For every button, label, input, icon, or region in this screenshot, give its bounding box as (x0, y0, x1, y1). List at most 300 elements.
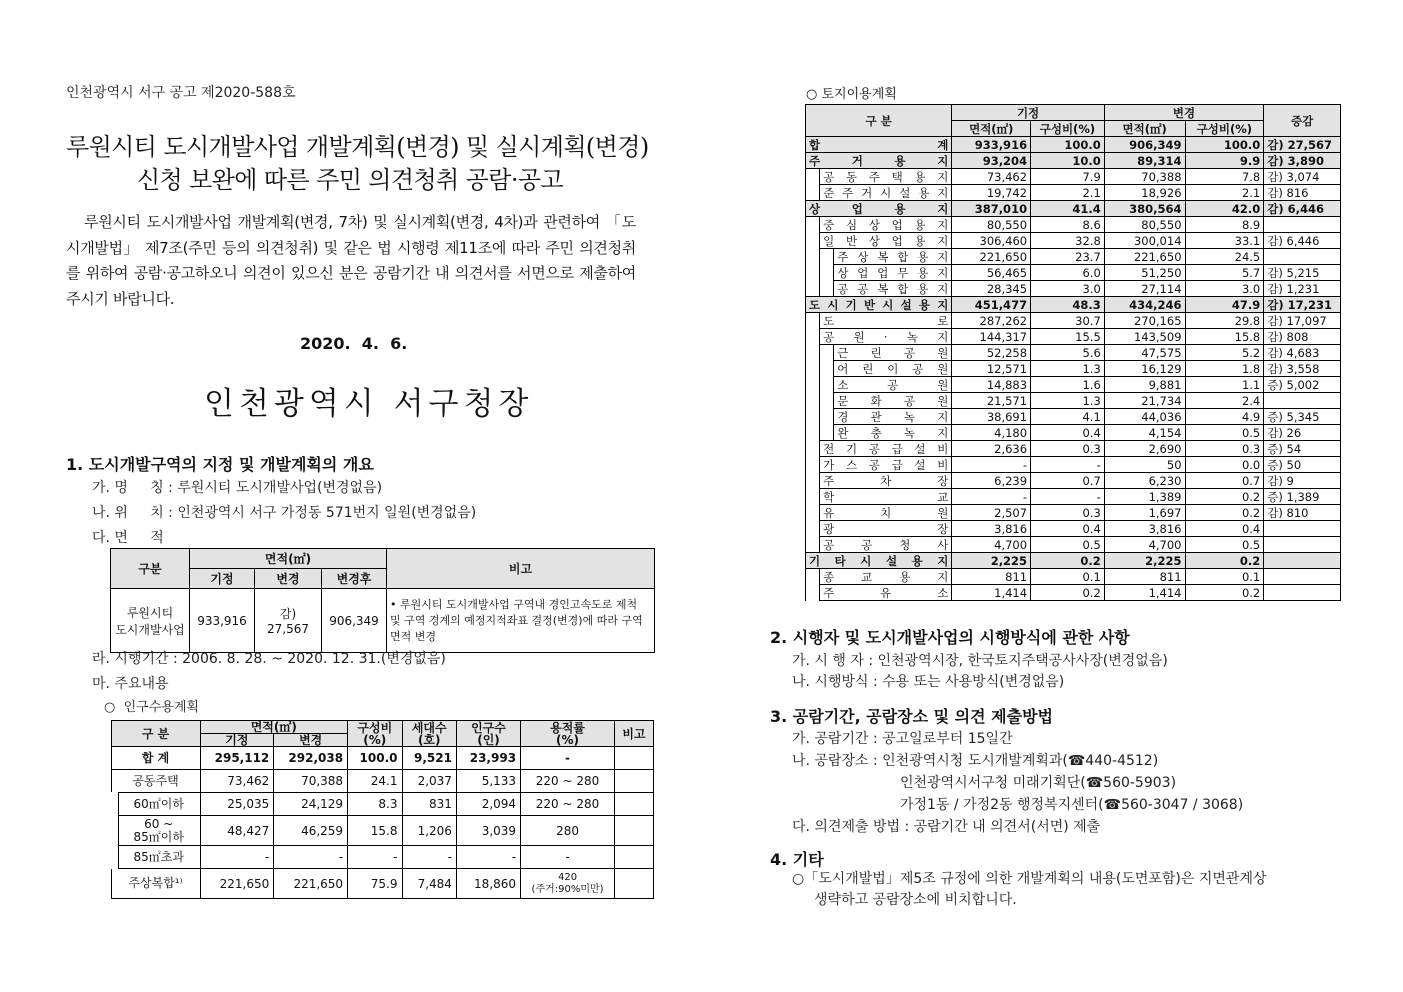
sec3-place-2: 인천광역시서구청 미래기획단(☎560-5903) (900, 775, 1177, 791)
land-cell-c: 1,389 (1104, 489, 1185, 505)
land-cell-b: 0.1 (1031, 569, 1105, 585)
land-cell-c: 47,575 (1104, 345, 1185, 361)
land-cell-name: 상 업 용 지 (806, 201, 952, 217)
pop-cell-households: - (402, 846, 456, 869)
land-cell-c: 9,881 (1104, 377, 1185, 393)
land-cell-a: 933,916 (952, 137, 1031, 153)
land-cell-e: 감) 6,446 (1264, 201, 1341, 217)
land-cell-e: 증) 1,389 (1264, 489, 1341, 505)
land-cell-c: 16,129 (1104, 361, 1185, 377)
sec3-period: 가. 공람기간 : 공고일로부터 15일간 (792, 731, 1013, 747)
land-row (806, 569, 1341, 585)
land-cell-b: 30.7 (1031, 313, 1105, 329)
land-cell-name: 준 주 거 시 설 용 지 (820, 185, 952, 201)
sec1-location: 나. 위 치 : 인천광역시 서구 가정동 571번지 일원(변경없음) (92, 505, 477, 521)
pop-cell-note (615, 869, 654, 899)
land-cell-a: - (952, 457, 1031, 473)
pop-cell-households: 2,037 (402, 770, 456, 793)
pop-cell-ratio: - (348, 846, 402, 869)
land-cell-b: 10.0 (1031, 153, 1105, 169)
land-cell-a: 3,816 (952, 521, 1031, 537)
land-cell-d: 47.9 (1185, 297, 1264, 313)
pop-cell-ratio: 8.3 (348, 793, 402, 816)
pop-cell-far: - (521, 747, 615, 770)
pop-cell-name: 주상복합¹⁾ (111, 869, 200, 899)
pop-cell-population: 23,993 (456, 747, 520, 770)
land-cell-d: 4.9 (1185, 409, 1264, 425)
land-cell-e (1264, 553, 1341, 569)
land-cell-b: 2.1 (1031, 185, 1105, 201)
land-cell-e: 감) 816 (1264, 185, 1341, 201)
land-cell-d: 0.0 (1185, 457, 1264, 473)
land-cell-name: 전 기 공 급 설 비 (820, 441, 952, 457)
land-row (806, 313, 1341, 329)
pop-cell-households: 1,206 (402, 816, 456, 846)
land-cell-c: 270,165 (1104, 313, 1185, 329)
pop-cell-after: 292,038 (274, 747, 348, 770)
land-cell-e: 증) 50 (1264, 457, 1341, 473)
land-indent (820, 393, 834, 409)
land-cell-a: 387,010 (952, 201, 1031, 217)
area-header-area: 면적(㎡) (190, 549, 387, 569)
land-cell-name: 주 유 소 (820, 585, 952, 601)
sec4-line-1: ○「도시개발법」제5조 규정에 의한 개발계획의 내용(도면포함)은 지면관계상 (792, 871, 1267, 887)
land-cell-b: - (1031, 457, 1105, 473)
land-cell-e (1264, 249, 1341, 265)
land-cell-c: 221,650 (1104, 249, 1185, 265)
land-cell-d: 42.0 (1185, 201, 1264, 217)
land-indent (806, 281, 820, 297)
land-row (806, 425, 1341, 441)
pop-header-gubun: 구 분 (111, 721, 200, 747)
land-cell-d: 5.2 (1185, 345, 1264, 361)
land-indent (806, 585, 820, 601)
land-use-title: ○ 토지이용계획 (806, 87, 897, 102)
land-cell-e: 감) 26 (1264, 425, 1341, 441)
land-row (806, 473, 1341, 489)
land-cell-e: 감) 4,683 (1264, 345, 1341, 361)
land-header-area-before: 면적(㎡) (952, 121, 1031, 137)
land-cell-b: 0.4 (1031, 521, 1105, 537)
pop-cell-far: - (521, 846, 615, 869)
land-cell-e: 증) 5,345 (1264, 409, 1341, 425)
land-cell-c: 51,250 (1104, 265, 1185, 281)
land-cell-a: 2,507 (952, 505, 1031, 521)
land-indent (806, 409, 820, 425)
land-cell-e: 감) 810 (1264, 505, 1341, 521)
land-cell-name: 일 반 상 업 용 지 (820, 233, 952, 249)
pop-row (111, 846, 654, 869)
land-cell-b: 0.3 (1031, 505, 1105, 521)
land-indent (806, 537, 820, 553)
land-cell-c: 6,230 (1104, 473, 1185, 489)
land-cell-a: 4,700 (952, 537, 1031, 553)
land-cell-c: 906,349 (1104, 137, 1185, 153)
pop-header-ratio: 구성비 (%) (348, 721, 402, 747)
land-cell-b: 23.7 (1031, 249, 1105, 265)
land-cell-d: 7.8 (1185, 169, 1264, 185)
land-cell-name: 주 차 장 (820, 473, 952, 489)
land-cell-c: 18,926 (1104, 185, 1185, 201)
land-cell-b: 6.0 (1031, 265, 1105, 281)
land-cell-a: 306,460 (952, 233, 1031, 249)
land-cell-b: 1.3 (1031, 361, 1105, 377)
land-cell-a: - (952, 489, 1031, 505)
land-cell-d: 5.7 (1185, 265, 1264, 281)
land-header-ratio-after: 구성비(%) (1185, 121, 1264, 137)
land-cell-name: 가 스 공 급 설 비 (820, 457, 952, 473)
land-cell-a: 52,258 (952, 345, 1031, 361)
land-row (806, 377, 1341, 393)
land-cell-d: 1.1 (1185, 377, 1264, 393)
land-indent (806, 169, 820, 185)
land-cell-name: 기 타 시 설 용 지 (806, 553, 952, 569)
intro-paragraph: 루원시티 도시개발사업 개발계획(변경, 7차) 및 실시계획(변경, 4차)과 관련하여 「도시개발법」 제7조(주민 등의 의견청취) 및 같은 법 시행령 제11조에 따라 주민 의견청취를 위하여 공람·공고하오니 의견이 있으신 분은 공람기간 내 의견서를 서면으로 제출하여 주시기 바랍니다. (66, 213, 636, 308)
land-cell-a: 80,550 (952, 217, 1031, 233)
area-table (110, 548, 655, 653)
land-indent (820, 345, 834, 361)
land-cell-name: 중 심 상 업 용 지 (820, 217, 952, 233)
land-header-gubun: 구 분 (806, 105, 952, 137)
land-cell-d: 24.5 (1185, 249, 1264, 265)
land-cell-name: 종 교 용 지 (820, 569, 952, 585)
land-cell-b: 41.4 (1031, 201, 1105, 217)
sec1-name: 가. 명 칭 : 루원시티 도시개발사업(변경없음) (92, 480, 383, 496)
land-cell-e: 감) 3,074 (1264, 169, 1341, 185)
land-cell-name: 완 충 녹 지 (834, 425, 952, 441)
population-plan-title: ○ 인구수용계획 (104, 700, 199, 715)
pop-row (111, 770, 654, 793)
land-cell-b: 100.0 (1031, 137, 1105, 153)
land-row (806, 553, 1341, 569)
land-cell-e (1264, 217, 1341, 233)
pop-cell-after: 46,259 (274, 816, 348, 846)
pop-cell-households: 7,484 (402, 869, 456, 899)
land-cell-c: 1,414 (1104, 585, 1185, 601)
sec3-place-3: 가정1동 / 가정2동 행정복지센터(☎560-3047 / 3068) (900, 797, 1244, 813)
land-cell-d: 0.2 (1185, 505, 1264, 521)
sec1-main: 마. 주요내용 (92, 676, 169, 692)
land-header-area-after: 면적(㎡) (1104, 121, 1185, 137)
pop-cell-population: 3,039 (456, 816, 520, 846)
land-cell-name: 문 화 공 원 (834, 393, 952, 409)
pop-header-before: 기정 (200, 734, 274, 747)
land-row (806, 409, 1341, 425)
pop-cell-name: 60 ~ 85㎡이하 (111, 816, 200, 846)
land-row (806, 297, 1341, 313)
land-cell-a: 93,204 (952, 153, 1031, 169)
land-row (806, 153, 1341, 169)
area-header-change: 변경 (255, 569, 322, 589)
land-indent (806, 217, 820, 233)
land-cell-name: 학 교 (820, 489, 952, 505)
pop-cell-ratio: 15.8 (348, 816, 402, 846)
sec3-place-1: 나. 공람장소 : 인천광역시청 도시개발계획과(☎440-4512) (792, 753, 1159, 769)
land-row (806, 281, 1341, 297)
land-cell-name: 광 장 (820, 521, 952, 537)
pop-cell-before: 73,462 (200, 770, 274, 793)
land-cell-name: 공 공 청 사 (820, 537, 952, 553)
land-row (806, 361, 1341, 377)
land-indent (806, 329, 820, 345)
land-cell-b: 0.3 (1031, 441, 1105, 457)
land-indent (820, 281, 834, 297)
area-header-note: 비고 (387, 549, 655, 589)
pop-cell-population: - (456, 846, 520, 869)
land-cell-c: 70,388 (1104, 169, 1185, 185)
land-cell-b: 48.3 (1031, 297, 1105, 313)
land-indent (806, 393, 820, 409)
section-4-title: 4. 기타 (770, 850, 824, 869)
land-cell-d: 33.1 (1185, 233, 1264, 249)
sec3-submit: 다. 의견제출 방법 : 공람기간 내 의견서(서면) 제출 (792, 819, 1101, 835)
land-cell-name: 공 공 복 합 용 지 (834, 281, 952, 297)
land-cell-d: 1.8 (1185, 361, 1264, 377)
land-cell-d: 15.8 (1185, 329, 1264, 345)
land-indent (806, 425, 820, 441)
land-cell-c: 44,036 (1104, 409, 1185, 425)
pop-cell-name: 공동주택 (111, 770, 200, 793)
section-3-title: 3. 공람기간, 공람장소 및 의견 제출방법 (770, 707, 1053, 726)
land-cell-e: 감) 5,215 (1264, 265, 1341, 281)
land-indent (806, 249, 820, 265)
land-header-before: 기정 (952, 105, 1104, 121)
sec1-area: 다. 면 적 (92, 530, 164, 546)
land-cell-name: 유 치 원 (820, 505, 952, 521)
land-cell-a: 811 (952, 569, 1031, 585)
land-cell-name: 합 계 (806, 137, 952, 153)
land-cell-c: 1,697 (1104, 505, 1185, 521)
pop-cell-note (615, 770, 654, 793)
pop-cell-after: 221,650 (274, 869, 348, 899)
land-row (806, 345, 1341, 361)
land-cell-a: 56,465 (952, 265, 1031, 281)
pop-cell-after: - (274, 846, 348, 869)
land-indent (806, 473, 820, 489)
land-cell-d: 3.0 (1185, 281, 1264, 297)
pop-cell-before: 48,427 (200, 816, 274, 846)
land-cell-e: 감) 1,231 (1264, 281, 1341, 297)
pop-header-far: 용적률 (%) (521, 721, 615, 747)
land-row (806, 505, 1341, 521)
land-indent (820, 377, 834, 393)
pop-cell-ratio: 100.0 (348, 747, 402, 770)
land-cell-b: 5.6 (1031, 345, 1105, 361)
land-indent (806, 345, 820, 361)
land-cell-a: 144,317 (952, 329, 1031, 345)
land-cell-e: 감) 6,446 (1264, 233, 1341, 249)
land-indent (806, 505, 820, 521)
land-cell-c: 80,550 (1104, 217, 1185, 233)
pop-cell-after: 70,388 (274, 770, 348, 793)
pop-cell-population: 18,860 (456, 869, 520, 899)
land-cell-b: 4.1 (1031, 409, 1105, 425)
land-cell-d: 0.5 (1185, 425, 1264, 441)
sec1-period: 라. 시행기간 : 2006. 8. 28. ~ 2020. 12. 31.(변경없음) (92, 651, 446, 667)
land-cell-c: 300,014 (1104, 233, 1185, 249)
land-indent (806, 569, 820, 585)
land-cell-d: 8.9 (1185, 217, 1264, 233)
land-cell-a: 2,636 (952, 441, 1031, 457)
land-cell-e: 감) 808 (1264, 329, 1341, 345)
land-cell-b: 0.2 (1031, 585, 1105, 601)
land-cell-c: 143,509 (1104, 329, 1185, 345)
sec4-line-2: 생략하고 공람장소에 비치합니다. (814, 892, 1017, 908)
land-cell-a: 287,262 (952, 313, 1031, 329)
land-cell-a: 73,462 (952, 169, 1031, 185)
pop-cell-name: 합 계 (111, 747, 200, 770)
land-cell-c: 811 (1104, 569, 1185, 585)
land-cell-e (1264, 393, 1341, 409)
land-cell-a: 28,345 (952, 281, 1031, 297)
land-row (806, 521, 1341, 537)
land-cell-c: 4,154 (1104, 425, 1185, 441)
land-cell-b: 0.2 (1031, 553, 1105, 569)
land-cell-c: 2,690 (1104, 441, 1185, 457)
area-cell-before: 933,916 (190, 589, 255, 653)
land-cell-a: 12,571 (952, 361, 1031, 377)
pop-cell-population: 5,133 (456, 770, 520, 793)
pop-cell-name: 60㎡이하 (111, 793, 200, 816)
land-cell-e: 감) 17,097 (1264, 313, 1341, 329)
population-table (104, 720, 654, 899)
land-cell-a: 4,180 (952, 425, 1031, 441)
land-header-ratio-before: 구성비(%) (1031, 121, 1105, 137)
land-row (806, 233, 1341, 249)
land-cell-a: 221,650 (952, 249, 1031, 265)
land-cell-b: 0.7 (1031, 473, 1105, 489)
land-cell-c: 89,314 (1104, 153, 1185, 169)
section-1-title: 1. 도시개발구역의 지정 및 개발계획의 개요 (66, 455, 374, 474)
land-cell-a: 19,742 (952, 185, 1031, 201)
pop-cell-population: 2,094 (456, 793, 520, 816)
land-row (806, 169, 1341, 185)
land-cell-c: 3,816 (1104, 521, 1185, 537)
area-cell-note: • 루원시티 도시개발사업 구역내 경인고속도로 제척 및 구역 경계의 예정지적좌표 결정(변경)에 따라 구역면적 변경 (387, 589, 655, 653)
land-cell-c: 2,225 (1104, 553, 1185, 569)
land-indent (806, 313, 820, 329)
land-indent (806, 233, 820, 249)
area-cell-change: 감) 27,567 (255, 589, 322, 653)
land-row (806, 441, 1341, 457)
land-cell-name: 도 로 (820, 313, 952, 329)
land-cell-d: 0.3 (1185, 441, 1264, 457)
land-indent (806, 185, 820, 201)
land-indent (806, 489, 820, 505)
land-use-table (805, 104, 1341, 601)
section-2-title: 2. 시행자 및 도시개발사업의 시행방식에 관한 사항 (770, 628, 1130, 647)
pop-cell-far: 420 (주거:90%미만) (521, 869, 615, 899)
pop-cell-after: 24,129 (274, 793, 348, 816)
land-cell-a: 1,414 (952, 585, 1031, 601)
sec2-method: 나. 시행방식 : 수용 또는 사용방식(변경없음) (792, 674, 1065, 690)
land-row (806, 265, 1341, 281)
land-cell-c: 50 (1104, 457, 1185, 473)
land-indent (806, 457, 820, 473)
land-indent (820, 265, 834, 281)
land-indent (806, 521, 820, 537)
pop-cell-far: 280 (521, 816, 615, 846)
land-indent (820, 249, 834, 265)
land-cell-e (1264, 521, 1341, 537)
land-cell-e: 감) 3,558 (1264, 361, 1341, 377)
pop-row (111, 816, 654, 846)
land-row (806, 457, 1341, 473)
land-cell-b: 8.6 (1031, 217, 1105, 233)
land-cell-a: 451,477 (952, 297, 1031, 313)
pop-cell-far: 220 ~ 280 (521, 793, 615, 816)
pop-cell-far: 220 ~ 280 (521, 770, 615, 793)
land-cell-e: 감) 3,890 (1264, 153, 1341, 169)
land-cell-b: - (1031, 489, 1105, 505)
pop-cell-households: 9,521 (402, 747, 456, 770)
land-header-after: 변경 (1104, 105, 1263, 121)
land-row (806, 217, 1341, 233)
land-row (806, 329, 1341, 345)
land-cell-c: 434,246 (1104, 297, 1185, 313)
page-title: 루원시티 도시개발사업 개발계획(변경) 및 실시계획(변경) (66, 133, 649, 161)
land-cell-name: 공 동 주 택 용 지 (820, 169, 952, 185)
land-cell-d: 2.1 (1185, 185, 1264, 201)
land-cell-d: 0.4 (1185, 521, 1264, 537)
signature: 인천광역시 서구청장 (204, 386, 534, 422)
land-cell-c: 27,114 (1104, 281, 1185, 297)
land-row (806, 249, 1341, 265)
pop-cell-ratio: 75.9 (348, 869, 402, 899)
land-cell-a: 14,883 (952, 377, 1031, 393)
land-cell-e (1264, 537, 1341, 553)
area-header-after: 변경후 (322, 569, 387, 589)
land-row (806, 137, 1341, 153)
land-cell-d: 0.2 (1185, 585, 1264, 601)
pop-cell-note (615, 816, 654, 846)
land-cell-d: 9.9 (1185, 153, 1264, 169)
land-cell-e (1264, 585, 1341, 601)
land-cell-name: 도 시 기 반 시 설 용 지 (806, 297, 952, 313)
pop-cell-before: 221,650 (200, 869, 274, 899)
land-cell-e: 감) 17,231 (1264, 297, 1341, 313)
land-indent (820, 425, 834, 441)
land-cell-a: 21,571 (952, 393, 1031, 409)
land-cell-b: 32.8 (1031, 233, 1105, 249)
land-cell-d: 0.2 (1185, 489, 1264, 505)
area-cell-name: 루원시티 도시개발사업 (111, 589, 190, 653)
land-cell-e: 증) 5,002 (1264, 377, 1341, 393)
land-cell-a: 38,691 (952, 409, 1031, 425)
land-indent (820, 361, 834, 377)
pop-header-after: 변경 (274, 734, 348, 747)
pop-header-area: 면적(㎡) (200, 721, 348, 734)
land-cell-c: 4,700 (1104, 537, 1185, 553)
land-row (806, 585, 1341, 601)
land-indent (806, 265, 820, 281)
land-cell-e: 감) 27,567 (1264, 137, 1341, 153)
land-row (806, 185, 1341, 201)
area-cell-after: 906,349 (322, 589, 387, 653)
land-cell-d: 2.4 (1185, 393, 1264, 409)
pop-cell-before: 25,035 (200, 793, 274, 816)
land-cell-c: 380,564 (1104, 201, 1185, 217)
pop-cell-before: - (200, 846, 274, 869)
pop-cell-ratio: 24.1 (348, 770, 402, 793)
land-cell-d: 29.8 (1185, 313, 1264, 329)
land-cell-b: 1.6 (1031, 377, 1105, 393)
land-cell-name: 경 관 녹 지 (834, 409, 952, 425)
pop-cell-before: 295,112 (200, 747, 274, 770)
land-cell-d: 0.1 (1185, 569, 1264, 585)
pop-row (111, 793, 654, 816)
land-cell-c: 21,734 (1104, 393, 1185, 409)
